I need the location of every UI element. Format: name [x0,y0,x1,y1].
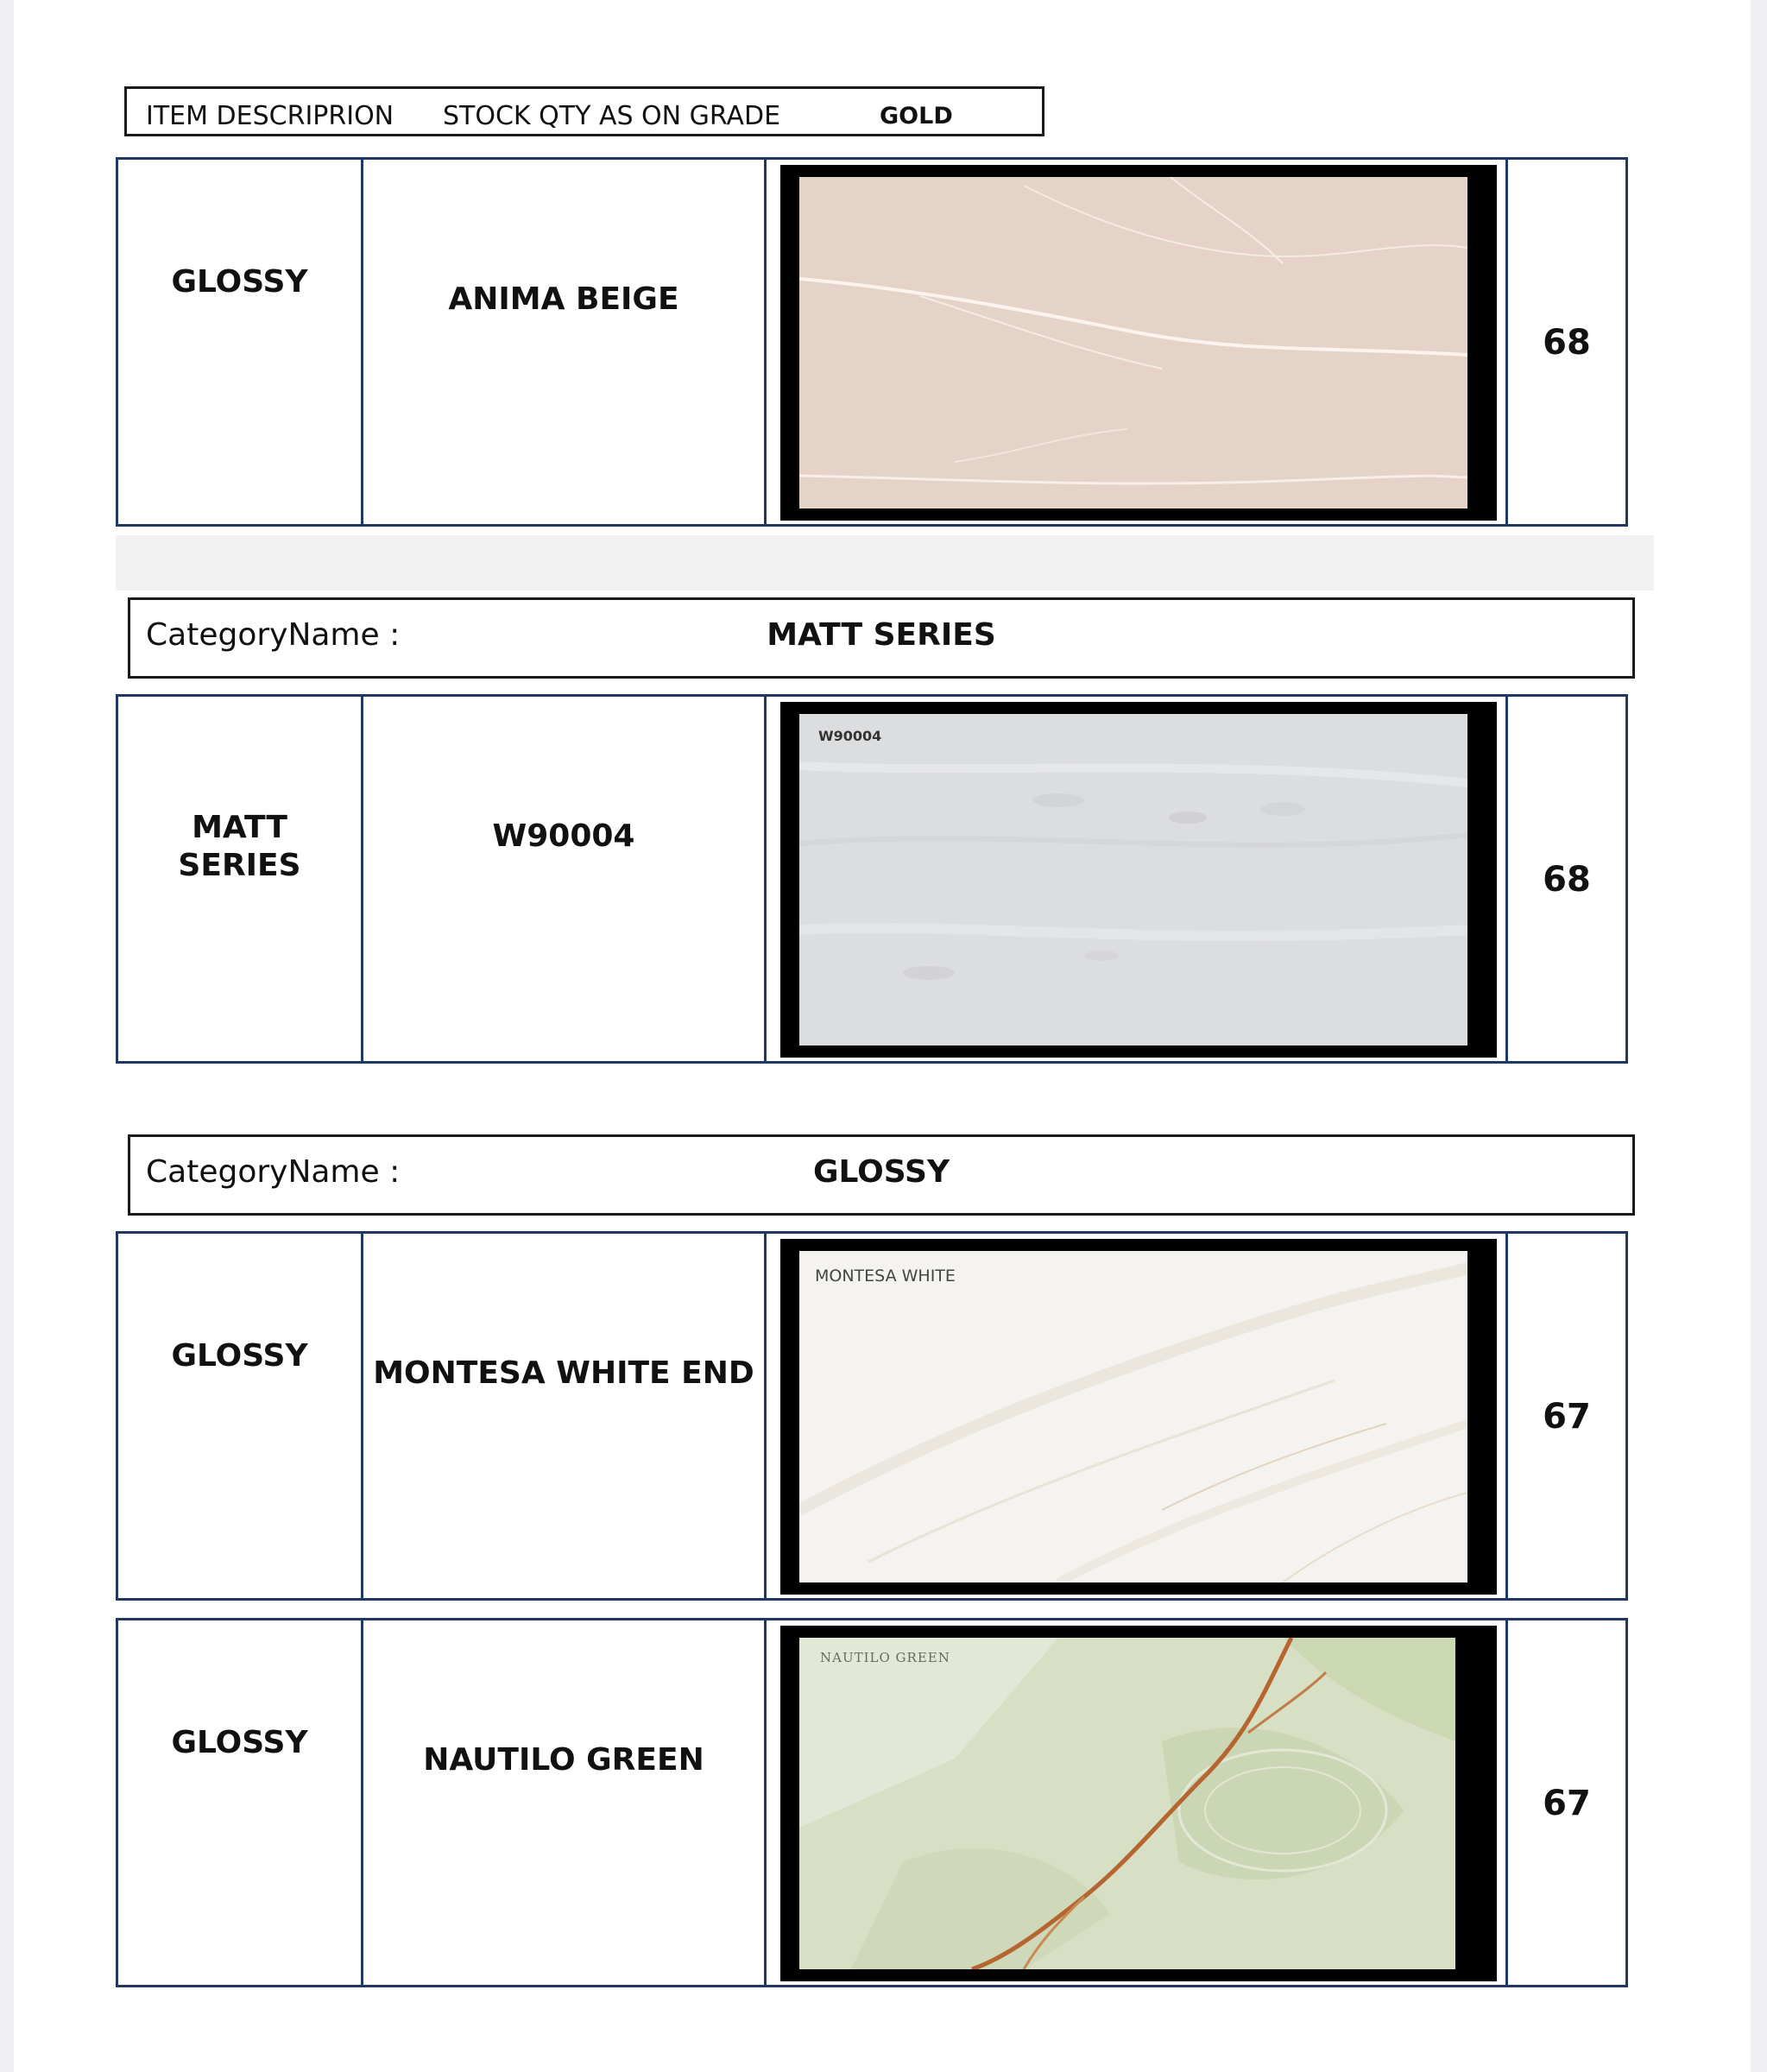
category-cell [118,697,363,1061]
category-header [128,597,1635,679]
tile-image-frame [780,165,1497,521]
column-header [124,86,1044,136]
tile-image-nautilo-green [799,1638,1455,1969]
tile-image-frame [780,1626,1497,1981]
row-category: GLOSSY [171,264,308,300]
tile-image-frame [780,1239,1497,1595]
header-grade: GOLD [880,103,953,130]
category-header [128,1134,1635,1216]
category-cell [118,160,363,524]
category-label: CategoryName : [146,1154,401,1190]
header-stock-qty: STOCK QTY AS ON GRADE [443,101,781,131]
table-row [116,694,1628,1064]
qty-cell [1508,697,1625,1061]
name-cell [363,697,767,1061]
table-row [116,1618,1628,1987]
tile-image-montesa-white [799,1251,1467,1582]
row-qty: 67 [1543,1784,1591,1823]
tile-label: W90004 [818,728,882,744]
row-category: GLOSSY [171,1725,308,1760]
image-cell [767,1620,1508,1985]
category-label: CategoryName : [146,617,401,653]
name-cell [363,160,767,524]
row-category: MATT SERIES [178,810,301,883]
qty-cell [1508,160,1625,524]
tile-image-w90004 [799,714,1467,1045]
category-value: GLOSSY [812,1154,950,1190]
name-cell [363,1234,767,1598]
header-item-description: ITEM DESCRIPRION [146,101,394,131]
category-cell [118,1620,363,1985]
row-qty: 68 [1543,323,1591,363]
image-cell [767,1234,1508,1598]
image-cell [767,160,1508,524]
tile-label: NAUTILO GREEN [820,1650,950,1665]
qty-cell [1508,1620,1625,1985]
row-name: MONTESA WHITE END [373,1355,754,1391]
section-spacer [116,535,1654,591]
row-qty: 67 [1543,1397,1591,1437]
tile-image-anima-beige [799,177,1467,509]
row-qty: 68 [1543,860,1591,900]
row-category: GLOSSY [171,1338,308,1374]
image-cell [767,697,1508,1061]
tile-label: MONTESA WHITE [815,1267,956,1286]
name-cell [363,1620,767,1985]
table-row [116,157,1628,527]
category-value: MATT SERIES [767,617,996,653]
row-name: NAUTILO GREEN [423,1742,704,1778]
qty-cell [1508,1234,1625,1598]
row-name: ANIMA BEIGE [448,281,679,317]
table-row [116,1231,1628,1601]
document-page [14,0,1751,2072]
tile-image-frame [780,702,1497,1058]
row-name: W90004 [492,818,635,854]
category-cell [118,1234,363,1598]
